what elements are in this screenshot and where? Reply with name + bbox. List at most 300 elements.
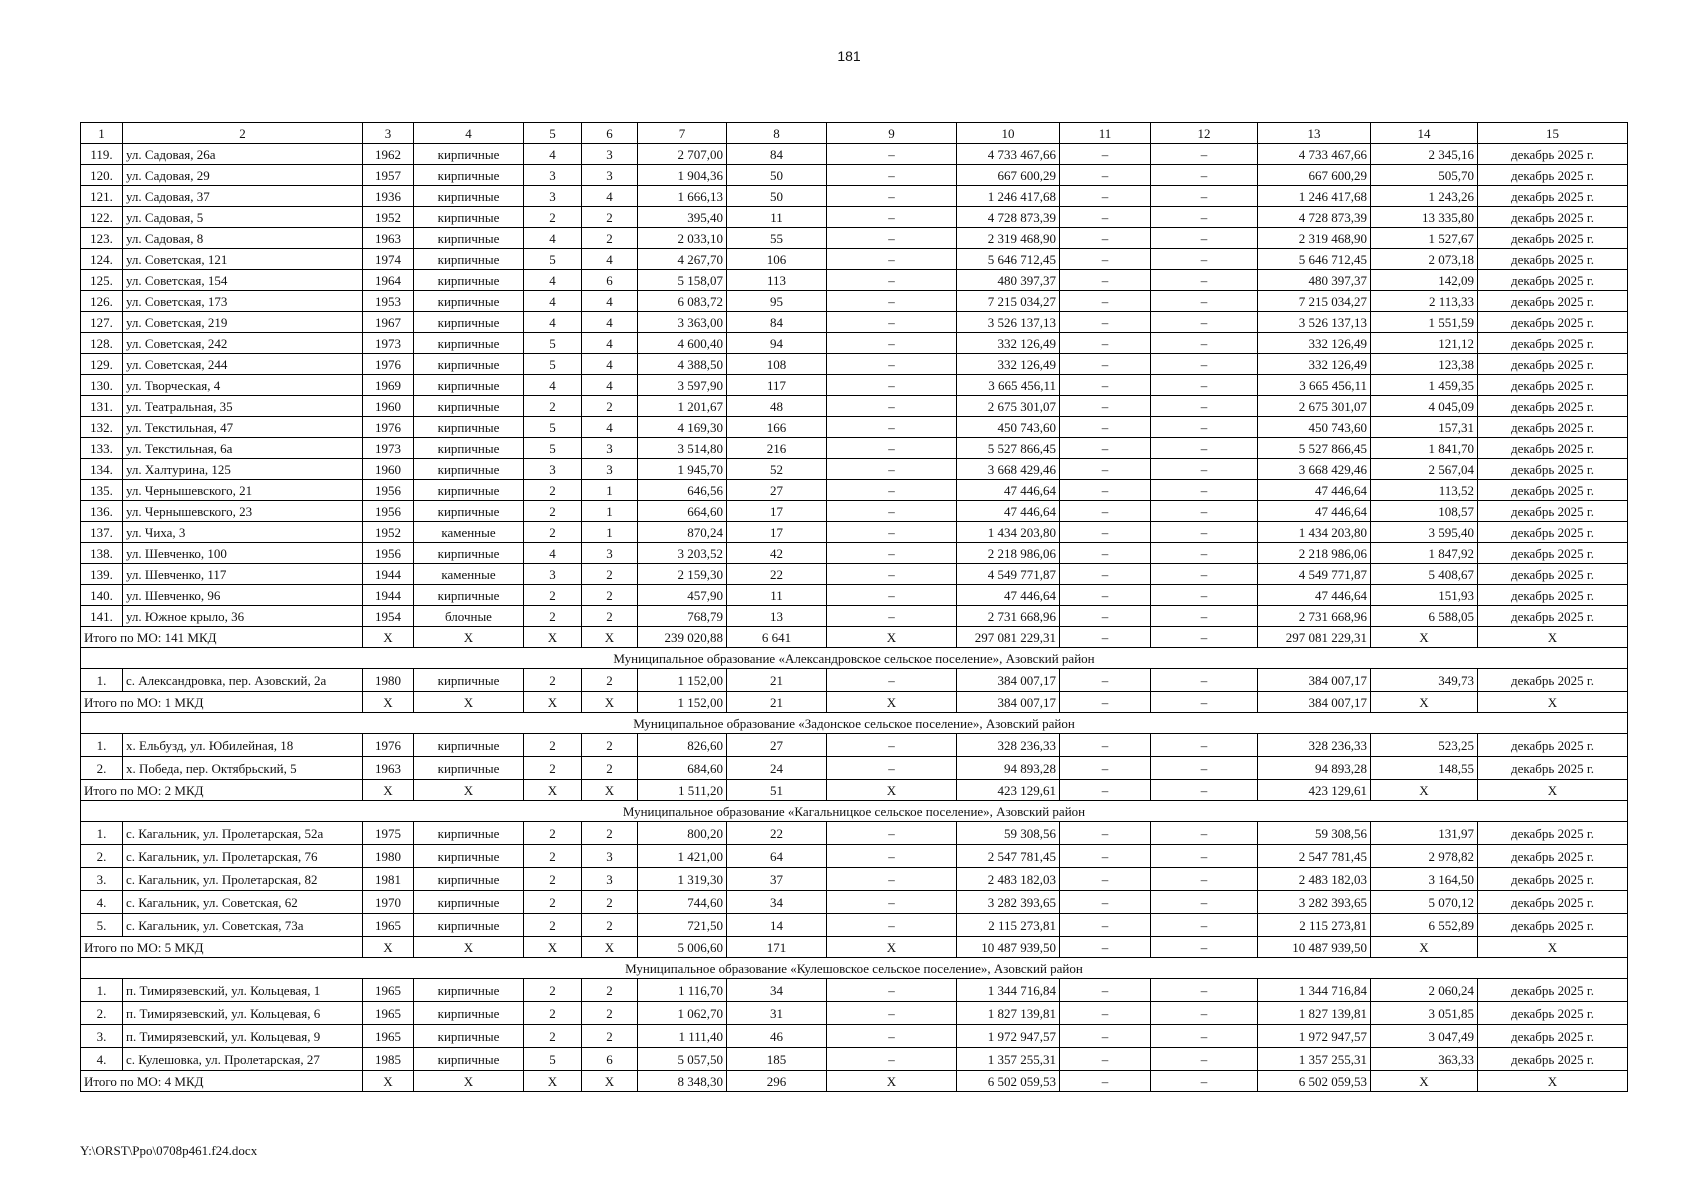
table-cell: – [1060, 228, 1151, 249]
table-cell: 1952 [363, 207, 414, 228]
table-cell: – [1060, 438, 1151, 459]
table-cell: 3 [582, 868, 638, 891]
table-cell: – [1151, 891, 1258, 914]
table-cell: 4 169,30 [638, 417, 727, 438]
total-cell: 384 007,17 [1258, 692, 1371, 713]
table-cell: ул. Халтурина, 125 [123, 459, 363, 480]
total-cell: – [1060, 1071, 1151, 1092]
table-cell: кирпичные [414, 891, 524, 914]
table-cell: – [1151, 1048, 1258, 1071]
table-cell: 1 827 139,81 [957, 1002, 1060, 1025]
total-row [81, 627, 1628, 648]
total-label: Итого по МО: 141 МКД [81, 627, 363, 648]
total-cell: X [363, 627, 414, 648]
table-cell: 129. [81, 354, 123, 375]
table-cell: – [1060, 375, 1151, 396]
table-cell: 826,60 [638, 734, 727, 757]
table-cell: 2 218 986,06 [1258, 543, 1371, 564]
table-cell: 2 [524, 891, 582, 914]
table-row [81, 312, 1628, 333]
table-cell: 3 282 393,65 [1258, 891, 1371, 914]
table-cell: 1985 [363, 1048, 414, 1071]
table-cell: 2 [524, 396, 582, 417]
table-cell: ул. Чернышевского, 23 [123, 501, 363, 522]
table-cell: – [1151, 979, 1258, 1002]
table-cell: 332 126,49 [1258, 354, 1371, 375]
table-cell: декабрь 2025 г. [1478, 207, 1628, 228]
table-cell: ул. Южное крыло, 36 [123, 606, 363, 627]
table-cell: 27 [727, 480, 827, 501]
table-cell: 2 [524, 1025, 582, 1048]
table-cell: – [1060, 845, 1151, 868]
table-row [81, 914, 1628, 937]
table-cell: 3 526 137,13 [1258, 312, 1371, 333]
table-cell: 31 [727, 1002, 827, 1025]
table-cell: кирпичные [414, 270, 524, 291]
total-cell: 239 020,88 [638, 627, 727, 648]
table-cell: 2 483 182,03 [957, 868, 1060, 891]
table-cell: кирпичные [414, 822, 524, 845]
table-cell: – [1151, 480, 1258, 501]
table-cell: 121. [81, 186, 123, 207]
table-cell: 94 [727, 333, 827, 354]
table-cell: – [827, 669, 957, 692]
table-cell: – [827, 501, 957, 522]
table-row [81, 845, 1628, 868]
table-cell: 113 [727, 270, 827, 291]
table-cell: – [827, 249, 957, 270]
table-cell: – [1151, 270, 1258, 291]
table-cell: каменные [414, 564, 524, 585]
table-cell: 664,60 [638, 501, 727, 522]
table-cell: 1967 [363, 312, 414, 333]
table-cell: 4. [81, 1048, 123, 1071]
table-row [81, 1025, 1628, 1048]
table-cell: – [1060, 354, 1151, 375]
table-cell: 1 201,67 [638, 396, 727, 417]
table-cell: – [1151, 522, 1258, 543]
table-cell: ул. Советская, 242 [123, 333, 363, 354]
total-cell: X [524, 937, 582, 958]
table-cell: – [827, 480, 957, 501]
table-cell: – [1060, 333, 1151, 354]
total-cell: – [1151, 780, 1258, 801]
table-cell: 1 459,35 [1371, 375, 1478, 396]
table-cell: 27 [727, 734, 827, 757]
total-cell: 423 129,61 [957, 780, 1060, 801]
table-cell: ул. Чиха, 3 [123, 522, 363, 543]
table-cell: – [1151, 501, 1258, 522]
table-cell: 216 [727, 438, 827, 459]
table-cell: декабрь 2025 г. [1478, 186, 1628, 207]
table-cell: 4 733 467,66 [1258, 144, 1371, 165]
table-cell: 34 [727, 979, 827, 1002]
table-cell: ул. Шевченко, 100 [123, 543, 363, 564]
table-cell: 1976 [363, 734, 414, 757]
table-cell: ул. Шевченко, 96 [123, 585, 363, 606]
table-cell: кирпичные [414, 207, 524, 228]
total-cell: 8 348,30 [638, 1071, 727, 1092]
table-cell: 2 [582, 564, 638, 585]
table-cell: – [827, 396, 957, 417]
table-cell: 450 743,60 [957, 417, 1060, 438]
table-row [81, 1048, 1628, 1071]
table-cell: 1. [81, 979, 123, 1002]
total-cell: X [582, 692, 638, 713]
housing-table [80, 122, 1628, 1092]
table-cell: 5 527 866,45 [1258, 438, 1371, 459]
table-cell: 5 [524, 417, 582, 438]
table-cell: 47 446,64 [957, 501, 1060, 522]
table-cell: 523,25 [1371, 734, 1478, 757]
table-cell: 1973 [363, 438, 414, 459]
table-cell: декабрь 2025 г. [1478, 144, 1628, 165]
table-row [81, 868, 1628, 891]
table-cell: декабрь 2025 г. [1478, 480, 1628, 501]
table-cell: – [1151, 914, 1258, 937]
table-row [81, 606, 1628, 627]
table-cell: 140. [81, 585, 123, 606]
table-cell: 457,90 [638, 585, 727, 606]
table-cell: 1 [582, 480, 638, 501]
table-cell: 1980 [363, 669, 414, 692]
column-number: 10 [957, 123, 1060, 144]
table-cell: 2 675 301,07 [1258, 396, 1371, 417]
table-cell: – [1151, 868, 1258, 891]
total-cell: X [414, 937, 524, 958]
table-cell: кирпичные [414, 375, 524, 396]
table-row [81, 270, 1628, 291]
table-cell: 667 600,29 [1258, 165, 1371, 186]
table-cell: декабрь 2025 г. [1478, 669, 1628, 692]
table-cell: 3 282 393,65 [957, 891, 1060, 914]
table-cell: 5 646 712,45 [957, 249, 1060, 270]
table-cell: 2 [582, 1002, 638, 1025]
table-cell: кирпичные [414, 333, 524, 354]
table-cell: 2 [582, 606, 638, 627]
total-cell: 6 502 059,53 [1258, 1071, 1371, 1092]
table-cell: декабрь 2025 г. [1478, 757, 1628, 780]
table-cell: 1 357 255,31 [957, 1048, 1060, 1071]
column-number: 1 [81, 123, 123, 144]
table-cell: 1 527,67 [1371, 228, 1478, 249]
table-cell: – [827, 757, 957, 780]
table-cell: – [1060, 249, 1151, 270]
table-cell: декабрь 2025 г. [1478, 606, 1628, 627]
table-cell: кирпичные [414, 868, 524, 891]
column-number: 14 [1371, 123, 1478, 144]
table-cell: – [1151, 459, 1258, 480]
table-cell: 3 [582, 165, 638, 186]
table-cell: 1954 [363, 606, 414, 627]
table-cell: 3 363,00 [638, 312, 727, 333]
table-cell: 3 668 429,46 [957, 459, 1060, 480]
table-cell: декабрь 2025 г. [1478, 333, 1628, 354]
table-cell: х. Ельбузд, ул. Юбилейная, 18 [123, 734, 363, 757]
table-cell: – [1151, 822, 1258, 845]
table-cell: 24 [727, 757, 827, 780]
total-cell: X [414, 692, 524, 713]
total-cell: X [363, 692, 414, 713]
table-cell: п. Тимирязевский, ул. Кольцевая, 9 [123, 1025, 363, 1048]
municipality-header-row [81, 958, 1628, 979]
table-cell: кирпичные [414, 1048, 524, 1071]
table-cell: – [1151, 312, 1258, 333]
table-cell: – [1060, 606, 1151, 627]
total-cell: 10 487 939,50 [1258, 937, 1371, 958]
table-cell: – [827, 891, 957, 914]
table-cell: 5 [524, 1048, 582, 1071]
table-cell: 127. [81, 312, 123, 333]
table-cell: 1981 [363, 868, 414, 891]
table-cell: 120. [81, 165, 123, 186]
table-cell: 151,93 [1371, 585, 1478, 606]
total-row [81, 937, 1628, 958]
municipality-header-row [81, 648, 1628, 669]
table-cell: 1965 [363, 979, 414, 1002]
table-cell: с. Кагальник, ул. Пролетарская, 82 [123, 868, 363, 891]
table-cell: 123,38 [1371, 354, 1478, 375]
table-cell: 3. [81, 868, 123, 891]
table-cell: 384 007,17 [957, 669, 1060, 692]
table-cell: – [1060, 186, 1151, 207]
total-cell: 6 641 [727, 627, 827, 648]
table-cell: – [1151, 165, 1258, 186]
table-cell: 1960 [363, 459, 414, 480]
table-cell: – [1060, 891, 1151, 914]
table-cell: с. Кагальник, ул. Советская, 62 [123, 891, 363, 914]
table-cell: 47 446,64 [1258, 501, 1371, 522]
table-cell: 21 [727, 669, 827, 692]
table-row [81, 669, 1628, 692]
table-cell: 1 344 716,84 [957, 979, 1060, 1002]
table-cell: блочные [414, 606, 524, 627]
table-cell: 328 236,33 [1258, 734, 1371, 757]
table-cell: декабрь 2025 г. [1478, 270, 1628, 291]
table-row [81, 144, 1628, 165]
table-cell: 5. [81, 914, 123, 937]
table-cell: – [1060, 1025, 1151, 1048]
total-cell: X [524, 1071, 582, 1092]
table-row [81, 822, 1628, 845]
table-cell: 17 [727, 522, 827, 543]
table-cell: – [827, 459, 957, 480]
table-cell: 1953 [363, 291, 414, 312]
table-cell: – [1060, 417, 1151, 438]
table-cell: 1 116,70 [638, 979, 727, 1002]
table-cell: 2 [524, 501, 582, 522]
table-cell: кирпичные [414, 354, 524, 375]
table-cell: 84 [727, 312, 827, 333]
table-cell: кирпичные [414, 459, 524, 480]
table-cell: 113,52 [1371, 480, 1478, 501]
table-cell: 2 [582, 585, 638, 606]
table-cell: – [1151, 354, 1258, 375]
table-cell: кирпичные [414, 1025, 524, 1048]
table-cell: – [1060, 522, 1151, 543]
total-cell: 6 502 059,53 [957, 1071, 1060, 1092]
table-cell: 1963 [363, 757, 414, 780]
table-cell: 2 115 273,81 [957, 914, 1060, 937]
table-cell: кирпичные [414, 501, 524, 522]
table-cell: декабрь 2025 г. [1478, 891, 1628, 914]
table-cell: 1965 [363, 1002, 414, 1025]
total-cell: X [827, 692, 957, 713]
table-cell: 1960 [363, 396, 414, 417]
table-cell: 3 [582, 543, 638, 564]
table-cell: – [1151, 734, 1258, 757]
table-cell: кирпичные [414, 396, 524, 417]
table-cell: 4 [582, 417, 638, 438]
table-cell: 133. [81, 438, 123, 459]
table-cell: 1 972 947,57 [957, 1025, 1060, 1048]
table-cell: – [1151, 438, 1258, 459]
table-cell: 4 388,50 [638, 354, 727, 375]
table-row [81, 207, 1628, 228]
table-cell: 768,79 [638, 606, 727, 627]
table-cell: 2 [524, 606, 582, 627]
table-cell: 1965 [363, 914, 414, 937]
total-cell: 1 152,00 [638, 692, 727, 713]
column-number: 4 [414, 123, 524, 144]
table-cell: 2 345,16 [1371, 144, 1478, 165]
table-cell: – [827, 845, 957, 868]
table-row [81, 165, 1628, 186]
table-cell: 667 600,29 [957, 165, 1060, 186]
table-cell: 128. [81, 333, 123, 354]
table-row [81, 757, 1628, 780]
table-cell: – [1060, 270, 1151, 291]
table-cell: – [1151, 291, 1258, 312]
table-cell: 42 [727, 543, 827, 564]
total-cell: 1 511,20 [638, 780, 727, 801]
table-cell: ул. Шевченко, 117 [123, 564, 363, 585]
table-cell: – [1151, 396, 1258, 417]
table-cell: – [1151, 757, 1258, 780]
table-cell: 84 [727, 144, 827, 165]
table-cell: – [1151, 543, 1258, 564]
table-cell: 6 [582, 1048, 638, 1071]
total-cell: X [524, 627, 582, 648]
table-cell: декабрь 2025 г. [1478, 501, 1628, 522]
table-cell: 480 397,37 [957, 270, 1060, 291]
table-cell: 1969 [363, 375, 414, 396]
table-cell: 131. [81, 396, 123, 417]
table-cell: 1976 [363, 417, 414, 438]
table-cell: 5 070,12 [1371, 891, 1478, 914]
table-cell: 332 126,49 [1258, 333, 1371, 354]
table-cell: 106 [727, 249, 827, 270]
column-number: 11 [1060, 123, 1151, 144]
table-cell: 2 [582, 207, 638, 228]
table-cell: 34 [727, 891, 827, 914]
total-cell: X [414, 780, 524, 801]
table-cell: 3 665 456,11 [1258, 375, 1371, 396]
table-row [81, 249, 1628, 270]
table-cell: декабрь 2025 г. [1478, 1048, 1628, 1071]
table-cell: 7 215 034,27 [957, 291, 1060, 312]
table-cell: – [1060, 757, 1151, 780]
table-cell: 138. [81, 543, 123, 564]
table-cell: – [1060, 207, 1151, 228]
table-cell: 64 [727, 845, 827, 868]
table-cell: 1976 [363, 354, 414, 375]
table-cell: 1944 [363, 585, 414, 606]
table-cell: 2 [582, 822, 638, 845]
table-cell: декабрь 2025 г. [1478, 822, 1628, 845]
column-number: 13 [1258, 123, 1371, 144]
table-cell: 3 [582, 438, 638, 459]
table-cell: 4 728 873,39 [1258, 207, 1371, 228]
table-cell: – [827, 228, 957, 249]
table-row [81, 354, 1628, 375]
table-cell: 395,40 [638, 207, 727, 228]
table-cell: кирпичные [414, 165, 524, 186]
table-row [81, 186, 1628, 207]
table-cell: – [1151, 564, 1258, 585]
table-cell: ул. Советская, 121 [123, 249, 363, 270]
municipality-name: Муниципальное образование «Кагальницкое сельское поселение», Азовский район [81, 801, 1628, 822]
table-cell: 3 597,90 [638, 375, 727, 396]
table-cell: 47 446,64 [1258, 480, 1371, 501]
table-cell: 1956 [363, 543, 414, 564]
table-cell: 117 [727, 375, 827, 396]
table-cell: 2 [524, 1002, 582, 1025]
table-cell: 13 335,80 [1371, 207, 1478, 228]
table-cell: с. Кагальник, ул. Пролетарская, 52а [123, 822, 363, 845]
table-cell: ул. Текстильная, 47 [123, 417, 363, 438]
table-cell: 5 [524, 333, 582, 354]
table-cell: 4 728 873,39 [957, 207, 1060, 228]
table-cell: х. Победа, пер. Октябрьский, 5 [123, 757, 363, 780]
table-cell: – [827, 1025, 957, 1048]
table-cell: декабрь 2025 г. [1478, 249, 1628, 270]
total-label: Итого по МО: 1 МКД [81, 692, 363, 713]
table-cell: 5 158,07 [638, 270, 727, 291]
column-number: 5 [524, 123, 582, 144]
table-cell: 119. [81, 144, 123, 165]
table-cell: 121,12 [1371, 333, 1478, 354]
table-cell: декабрь 2025 г. [1478, 914, 1628, 937]
table-cell: 4 [524, 228, 582, 249]
table-cell: – [1060, 914, 1151, 937]
table-cell: – [1151, 249, 1258, 270]
table-cell: – [1060, 165, 1151, 186]
municipality-header-row [81, 713, 1628, 734]
table-cell: 4 [524, 312, 582, 333]
table-cell: 384 007,17 [1258, 669, 1371, 692]
table-cell: кирпичные [414, 543, 524, 564]
total-cell: – [1060, 692, 1151, 713]
table-cell: кирпичные [414, 249, 524, 270]
table-cell: кирпичные [414, 480, 524, 501]
table-cell: 2 [524, 979, 582, 1002]
table-cell: 332 126,49 [957, 354, 1060, 375]
table-cell: 185 [727, 1048, 827, 1071]
table-cell: 2 [524, 522, 582, 543]
table-cell: 132. [81, 417, 123, 438]
table-cell: 125. [81, 270, 123, 291]
table-row [81, 734, 1628, 757]
table-cell: 5 057,50 [638, 1048, 727, 1071]
total-cell: X [363, 1071, 414, 1092]
table-row [81, 333, 1628, 354]
table-cell: 3 [524, 564, 582, 585]
table-cell: – [827, 438, 957, 459]
total-cell: – [1151, 627, 1258, 648]
table-cell: 2 707,00 [638, 144, 727, 165]
table-cell: – [1151, 417, 1258, 438]
